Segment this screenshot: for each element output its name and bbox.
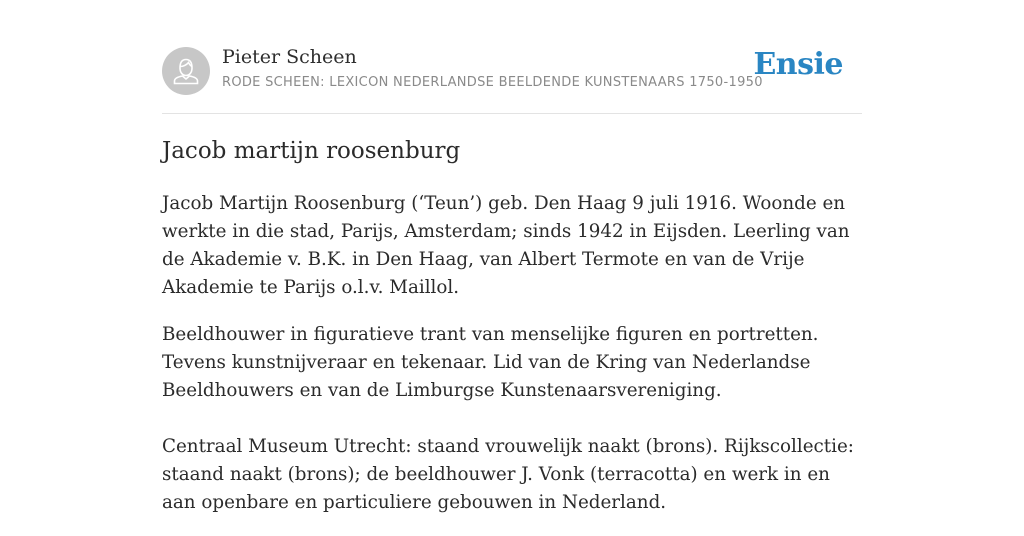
article-paragraph: Jacob Martijn Roosenburg (‘Teun’) geb. Den Haag 9 juli 1916. Woonde en werkte in die stad, Parijs, Amsterdam; sinds 1942 in Eijsden. Leerling van de Akademie v. B.K. in Den Haag, van Albert Termote en van de Vrije Akademie te Parijs o.l.v. Maillol.	[162, 193, 850, 298]
author-avatar[interactable]	[162, 47, 210, 95]
article-title: Jacob martijn roosenburg	[162, 138, 461, 164]
article-body	[162, 190, 866, 536]
article-header	[162, 0, 862, 114]
article-paragraph: Beeldhouwer in figuratieve trant van menselijke figuren en portretten. Tevens kunstnijveraar en tekenaar. Lid van de Kring van Nederlandse Beeldhouwers en van de Limburgse Kunstenaarsvereniging.	[162, 324, 819, 401]
source-label[interactable]: RODE SCHEEN: LEXICON NEDERLANDSE BEELDENDE KUNSTENAARS 1750-1950	[222, 75, 763, 90]
article-paragraph: Centraal Museum Utrecht: staand vrouwelijk naakt (brons). Rijkscollectie: staand naakt (brons); de beeldhouwer J. Vonk (terracotta) en werk in en aan openbare en particuliere gebouwen in Nederland.	[162, 436, 854, 513]
brand-logo[interactable]: Ensie	[753, 47, 843, 82]
author-name[interactable]: Pieter Scheen	[222, 46, 357, 68]
user-outline-icon	[162, 47, 210, 95]
page	[162, 0, 862, 513]
